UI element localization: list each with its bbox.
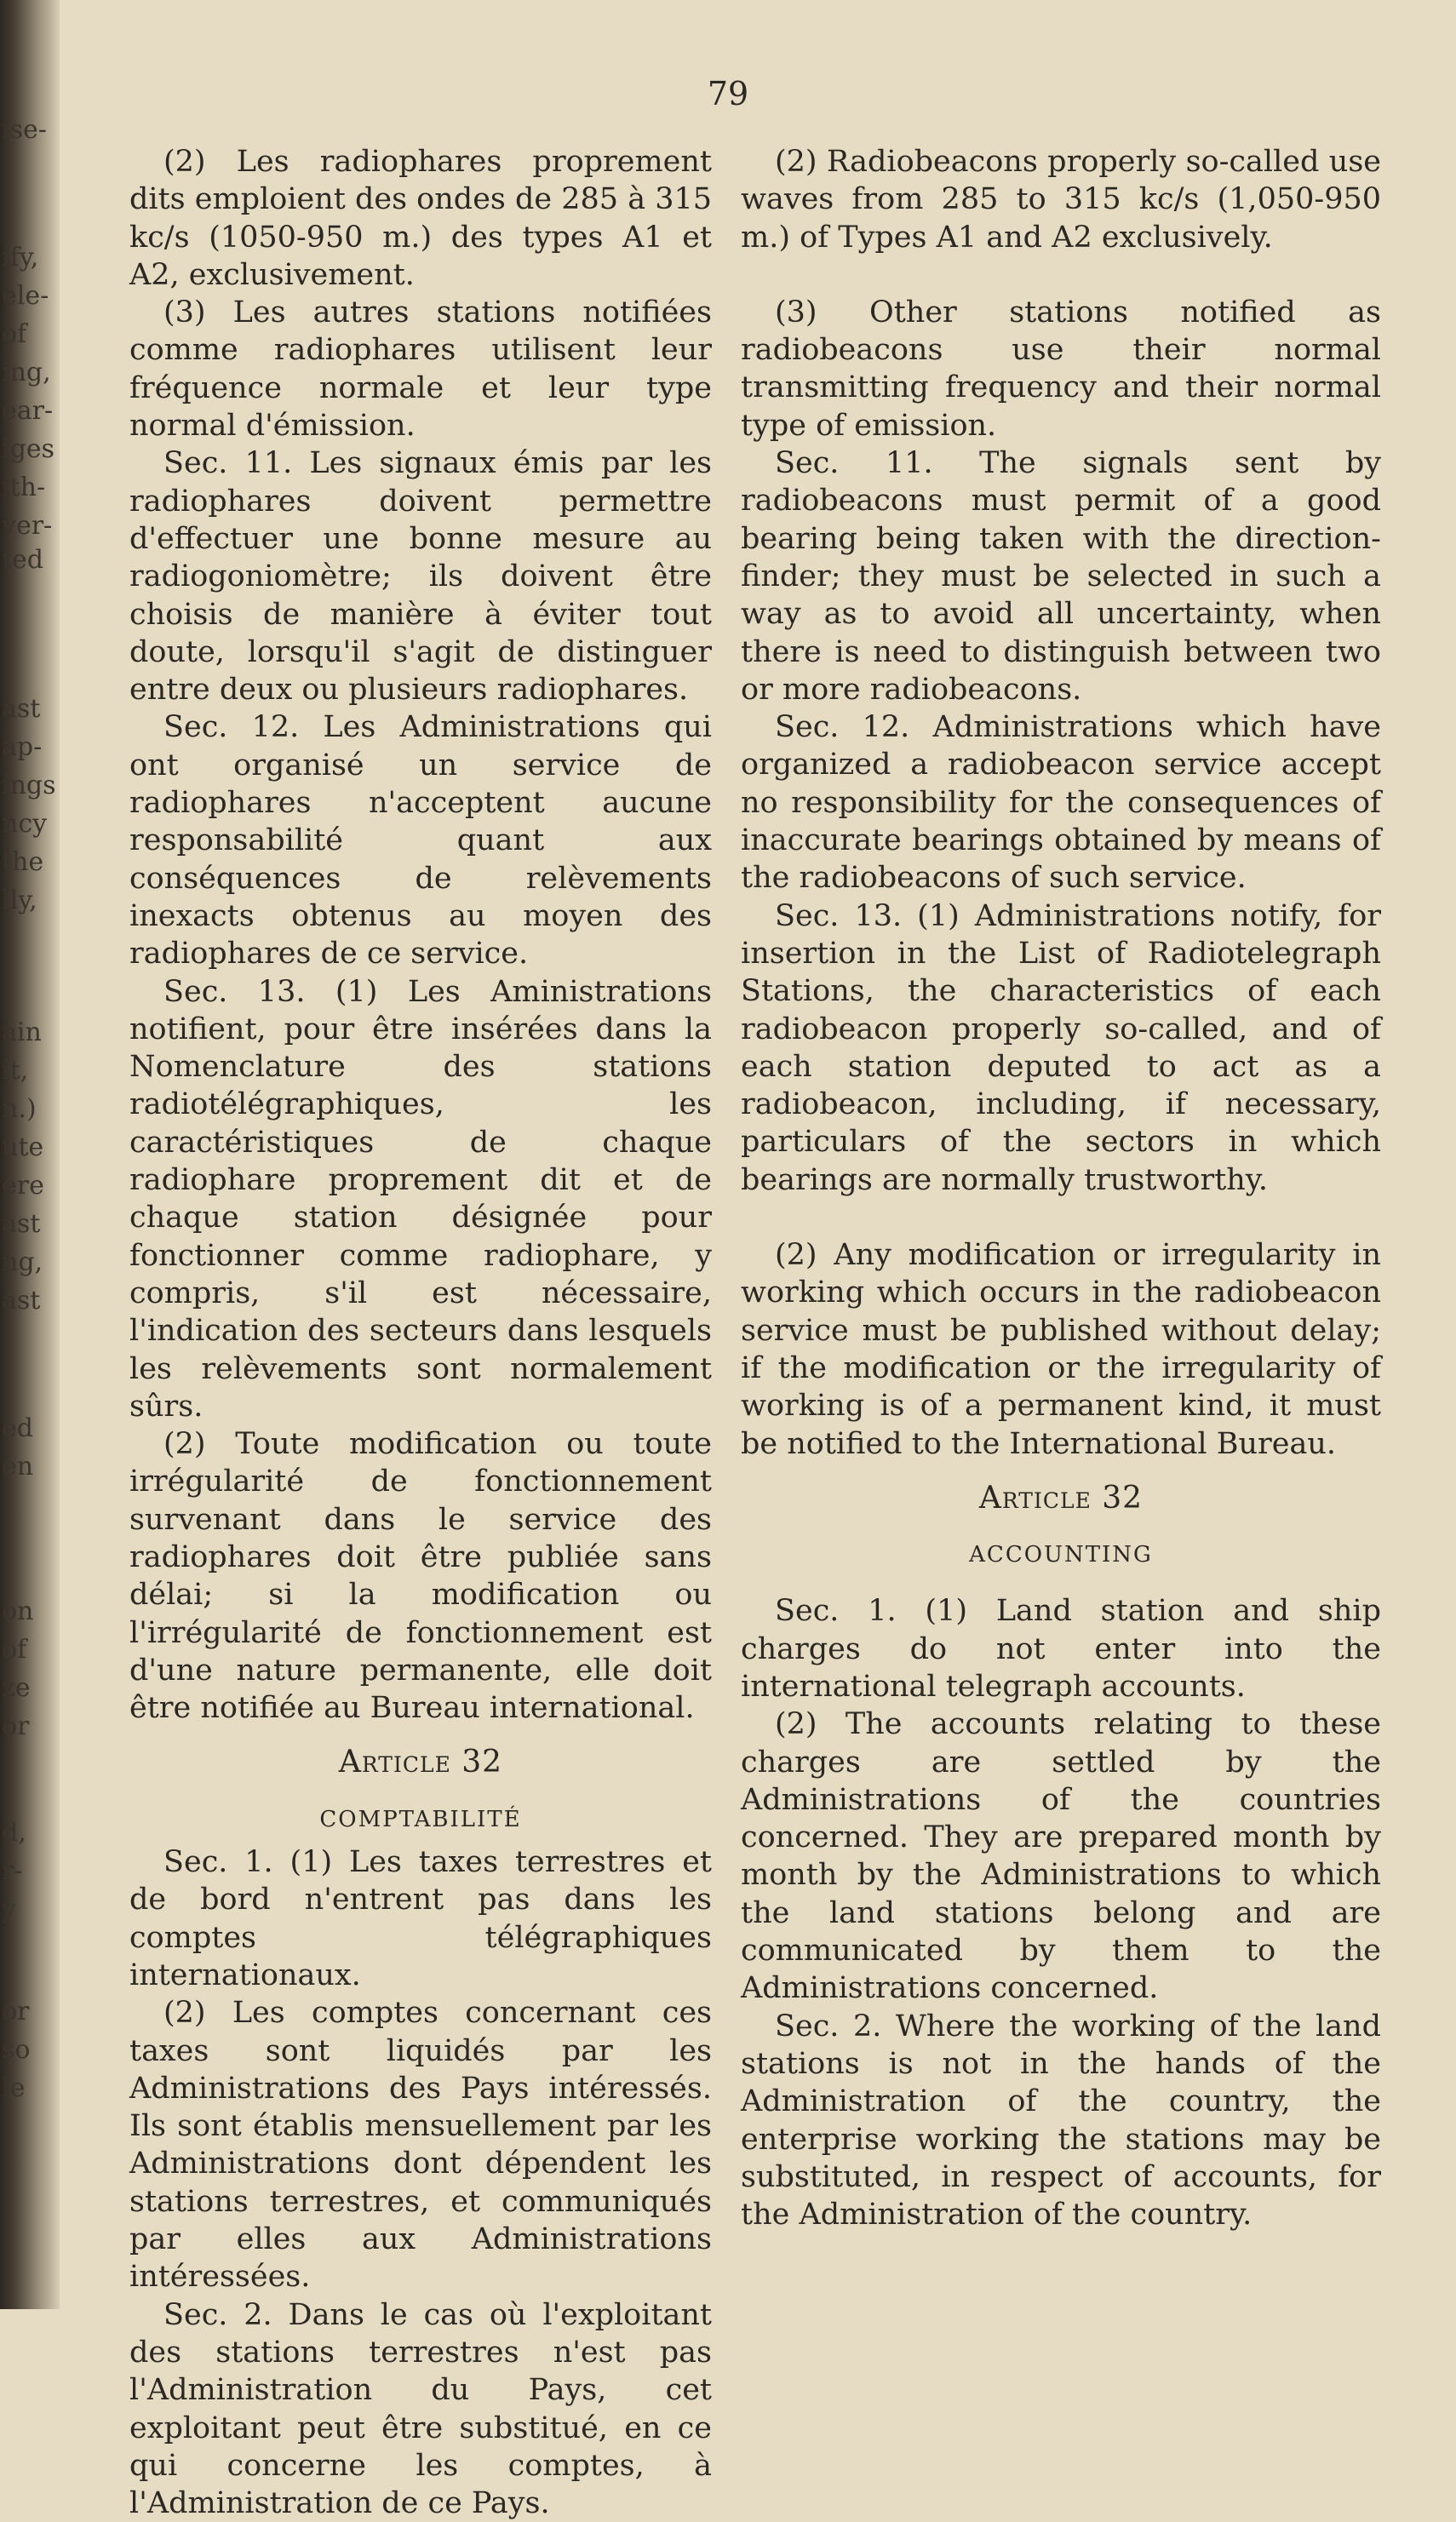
margin-fragment: y <box>2 1894 16 1924</box>
margin-fragment: ncy <box>2 809 48 839</box>
margin-fragment: the <box>2 847 44 877</box>
page-number <box>0 75 1456 112</box>
margin-fragment: ıse- <box>2 115 47 145</box>
en-paragraph-sec-13-1: Sec. 13. (1) Administrations notify, for insertion in the List of Radiotelegraph Stations, the characteristics of each radiobeacon properly so-called, and of each station deputed to act as a radiobeacon, including, if necessary, particulars of the sectors in which bearings are normally trustworthy. <box>741 898 1381 1197</box>
french-column <box>129 143 712 2522</box>
english-column <box>741 143 1381 2233</box>
fr-paragraph-sec-13-2: (2) Toute modification ou toute irrégularité de fonctionnement survenant dans le service des radiophares doit être publiée sans délai; si la modification ou l'irrégularité de fonctionnement est d'une nature permanente, elle doit être notifiée au Bureau international. <box>129 1427 712 1726</box>
fr-paragraph-art32-sec-2: Sec. 2. Dans le cas où l'exploitant des stations terrestres n'est pas l'Administration du Pays, cet exploitant peut être substitué, en ce qui concerne les comptes, à l'Administration de ce Pays. <box>129 2297 712 2521</box>
fr-section-heading: COMPTABILITÉ <box>319 1806 522 1832</box>
margin-fragment: r- <box>2 1856 23 1886</box>
margin-fragment: of <box>2 319 27 349</box>
margin-fragment: ast <box>2 1286 41 1315</box>
fr-paragraph-sec-11: Sec. 11. Les signaux émis par les radiophares doivent permettre d'effectuer une bonne mesure au radiogoniomètre; ils doivent être choisis de manière à éviter tout doute, lorsqu'il s'agit de distinguer entre deux ou plusieurs radiophares. <box>129 446 712 708</box>
en-paragraph-art32-sec-1-1: Sec. 1. (1) Land station and ship charges do not enter into the international telegraph accounts. <box>741 1594 1381 1704</box>
fr-paragraph-art32-sec-1-2: (2) Les comptes concernant ces taxes sont liquidés par les Administrations des Pays intéressés. Ils sont établis mensuellement par les Administrations dont dépendent les stations terrestres, et communiqués par elles aux Administrations intéressées. <box>129 1996 712 2295</box>
margin-fragment: ap- <box>2 732 43 762</box>
en-paragraph-sec-13-2: (2) Any modification or irregularity in working which occurs in the radiobeacon service must be published without delay; if the modification or the irregularity of working is of a permanent kind, it must be notified to the International Bureau. <box>741 1238 1381 1461</box>
margin-fragment: ng, <box>2 1247 43 1277</box>
margin-fragment: en <box>2 1452 34 1482</box>
fr-paragraph-sec-13-1: Sec. 13. (1) Les Aministrations notifient, pour être insérées dans la Nomenclature des stations radiotélégraphiques, les caractéristiques de chaque radiophare proprement dit et de chaque station désignée pour fonctionner comme radiophare, y compris, s'il est nécessaire, l'indication des secteurs dans lesquels les relèvements sont normalement sûrs. <box>129 974 712 1424</box>
margin-fragment: ed <box>2 1413 33 1443</box>
fr-paragraph-other-stations: (3) Les autres stations notifiées comme radiophares utilisent leur fréquence normale et leur type normal d'émission. <box>129 295 712 444</box>
margin-fragment: d, <box>2 1818 26 1848</box>
margin-fragment: ings <box>2 771 56 800</box>
margin-fragment: ver- <box>2 511 53 541</box>
margin-fragment: ear- <box>2 396 54 426</box>
margin-fragment: ze <box>2 1673 31 1703</box>
margin-fragment: lly, <box>2 886 37 915</box>
margin-fragment: ify, <box>2 243 39 272</box>
margin-fragment: ing, <box>2 358 51 387</box>
en-paragraph-other-stations: (3) Other stations notified as radiobeacons use their normal transmitting frequency and their normal type of emission. <box>741 295 1381 443</box>
margin-fragment: ast <box>2 1209 41 1239</box>
margin-fragment: of <box>2 1635 27 1665</box>
en-paragraph-art32-sec-1-2: (2) The accounts relating to these charges are settled by the Administrations of the countries concerned. They are prepared month by month by the Administrations to which the land stations belong and are communicated by them to the Administrations concerned. <box>741 1707 1381 2006</box>
en-section-heading: ACCOUNTING <box>969 1542 1153 1568</box>
margin-fragment: ith- <box>2 473 46 502</box>
margin-fragment: ere <box>2 1171 44 1201</box>
margin-fragment: it, <box>2 1056 29 1086</box>
margin-fragment: ute <box>2 1132 44 1162</box>
en-paragraph-radiobeacon-waves: (2) Radiobeacons properly so-called use waves from 285 to 315 kc/s (1,050-950 m.) of Types A1 and A2 exclusively. <box>741 145 1381 255</box>
margin-fragment: or <box>2 1997 30 2026</box>
en-paragraph-sec-11: Sec. 11. The signals sent by radiobeacons must permit of a good bearing being taken with the direction-finder; they must be selected in such a way as to avoid all uncertainty, when there is need to distinguish between two or more radiobeacons. <box>741 446 1381 707</box>
margin-fragment: ted <box>2 545 44 575</box>
en-paragraph-sec-12: Sec. 12. Administrations which have organized a radiobeacon service accept no responsibility for the consequences of inaccurate bearings obtained by means of the radiobeacons of such service. <box>741 710 1381 896</box>
fr-article-heading: Article 32 <box>338 1745 503 1780</box>
margin-fragment: so <box>2 2035 31 2065</box>
margin-fragment: or <box>2 1711 30 1741</box>
previous-page-margin-fragments <box>2 111 56 2154</box>
page-number-text: 79 <box>707 75 749 112</box>
margin-fragment: le <box>2 2073 26 2103</box>
en-paragraph-art32-sec-2: Sec. 2. Where the working of the land stations is not in the hands of the Administration of the country, the enterprise working the stations may be substituted, in respect of accounts, for the Administration of the country. <box>741 2009 1381 2233</box>
fr-paragraph-radiobeacon-waves: (2) Les radiophares proprement dits emploient des ondes de 285 à 315 kc/s (1050-950 m.) des types A1 et A2, exclusivement. <box>129 145 712 292</box>
en-article-heading: Article 32 <box>978 1480 1144 1516</box>
margin-fragment: ast <box>2 694 41 724</box>
margin-fragment: iges <box>2 434 54 464</box>
fr-paragraph-sec-12: Sec. 12. Les Administrations qui ont organisé un service de radiophares n'acceptent aucune responsabilité quant aux conséquences de relèvements inexacts obtenus au moyen des radiophares de ce service. <box>129 710 712 972</box>
margin-fragment: ain <box>2 1017 42 1047</box>
margin-fragment: ele- <box>2 281 49 311</box>
margin-fragment: on <box>2 1596 34 1626</box>
fr-paragraph-art32-sec-1-1: Sec. 1. (1) Les taxes terrestres et de bord n'entrent pas dans les comptes télégraphiques internationaux. <box>129 1845 712 1992</box>
margin-fragment: n.) <box>2 1094 37 1124</box>
